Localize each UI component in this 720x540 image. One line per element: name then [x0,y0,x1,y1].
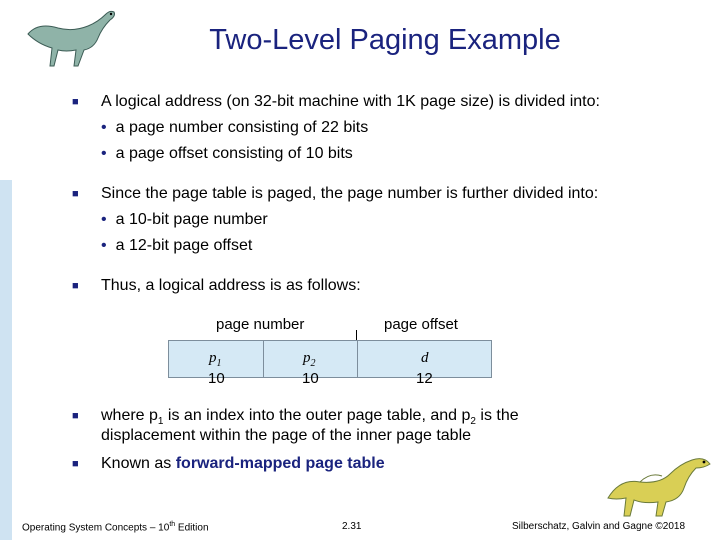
sub-bullet-page-offset: • a page offset consisting of 10 bits [101,145,353,162]
field-p2: $p_2$ [303,350,316,369]
field-p1: $p_1$ [209,350,222,369]
sub-bullet-page-number: • a page number consisting of 22 bits [101,119,369,136]
dot-bullet-icon: • [101,119,107,136]
dot-bullet-icon: • [101,145,107,162]
square-bullet-icon: ■ [72,188,79,200]
square-bullet-icon: ■ [72,410,79,422]
footer-page-number: 2.31 [342,521,362,532]
label-page-number: page number [216,316,305,333]
cell-divider-1 [263,341,264,377]
page-title: Two-Level Paging Example [209,24,561,56]
field-d: d [421,350,429,366]
bits-d: 12 [416,370,433,387]
dot-bullet-icon: • [101,237,107,254]
footer-course: Operating System Concepts – 10th Edition [22,521,209,534]
bits-p2: 10 [302,370,319,387]
square-bullet-icon: ■ [72,458,79,470]
cell-divider-2 [357,341,358,377]
label-page-offset: page offset [384,316,458,333]
square-bullet-icon: ■ [72,96,79,108]
logical-address-diagram [168,312,492,392]
bits-p1: 10 [208,370,225,387]
sub-bullet-12bit: • a 12-bit page offset [101,237,253,254]
left-accent-strip [0,180,12,540]
dinosaur-illustration-icon [600,438,718,522]
where-line-2: displacement within the page of the inner page table [101,427,472,444]
dot-bullet-icon: • [101,211,107,228]
footer-authors: Silberschatz, Galvin and Gagne ©2018 [512,521,686,532]
dinosaur-logo-icon [18,4,128,74]
sub-bullet-10bit: • a 10-bit page number [101,211,268,228]
square-bullet-icon: ■ [72,280,79,292]
